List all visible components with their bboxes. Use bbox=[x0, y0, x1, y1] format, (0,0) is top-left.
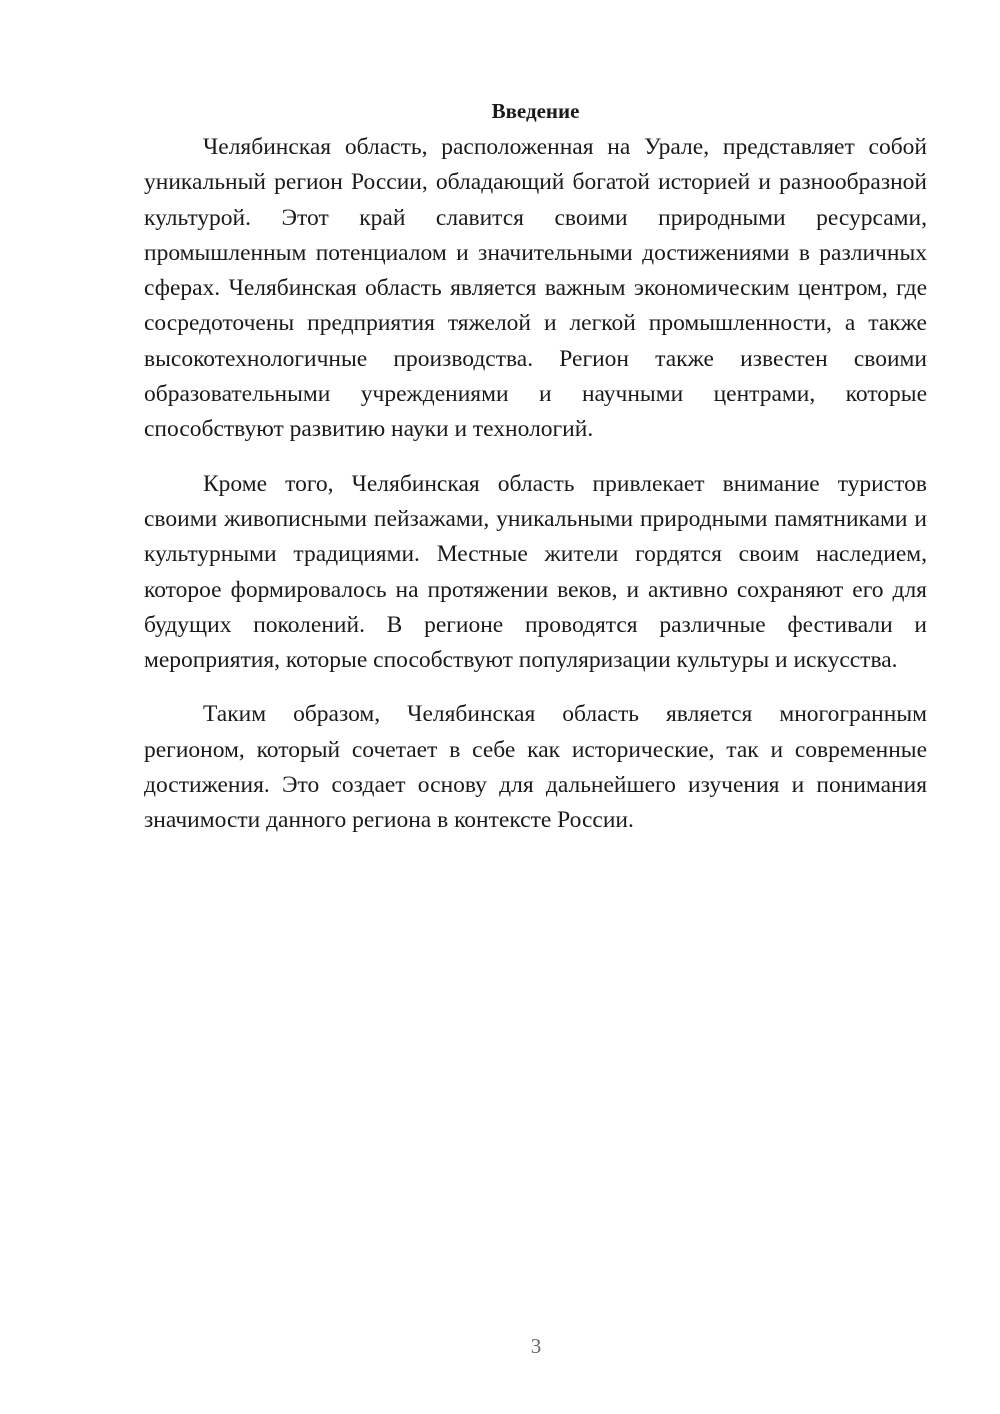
section-heading: Введение bbox=[491, 99, 580, 123]
paragraph-intro: Челябинская область, расположенная на Урале, представляет собой уникальный регион России, обладающий богатой историей и разнообразной культурой. Этот край славится своими природными ресурсами, промышленным потенциалом и значительными достижениями в различных сферах. Челябинская область является важным экономическим центром, где сосредоточены предприятия тяжелой и легкой промышленности, а также высокотехнологичные производства. Регион также известен своими образовательными учреждениями и научными центрами, которые способствуют развитию науки и технологий. bbox=[144, 134, 927, 443]
paragraph-tourism: Кроме того, Челябинская область привлекает внимание туристов своими живописными пейзажами, уникальными природными памятниками и культурными традициями. Местные жители гордятся своим наследием, которое формировалось на протяжении веков, и активно сохраняют его для будущих поколений. В регионе проводятся различные фестивали и мероприятия, которые способствуют популяризации культуры и искусства. bbox=[144, 470, 927, 674]
page-content bbox=[144, 96, 927, 839]
page-number: 3 bbox=[530, 1334, 542, 1358]
paragraph-conclusion: Таким образом, Челябинская область является многогранным регионом, который сочетает в себе как исторические, так и современные достижения. Это создает основу для дальнейшего изучения и понимания значимости данного региона в контексте России. bbox=[144, 701, 927, 834]
